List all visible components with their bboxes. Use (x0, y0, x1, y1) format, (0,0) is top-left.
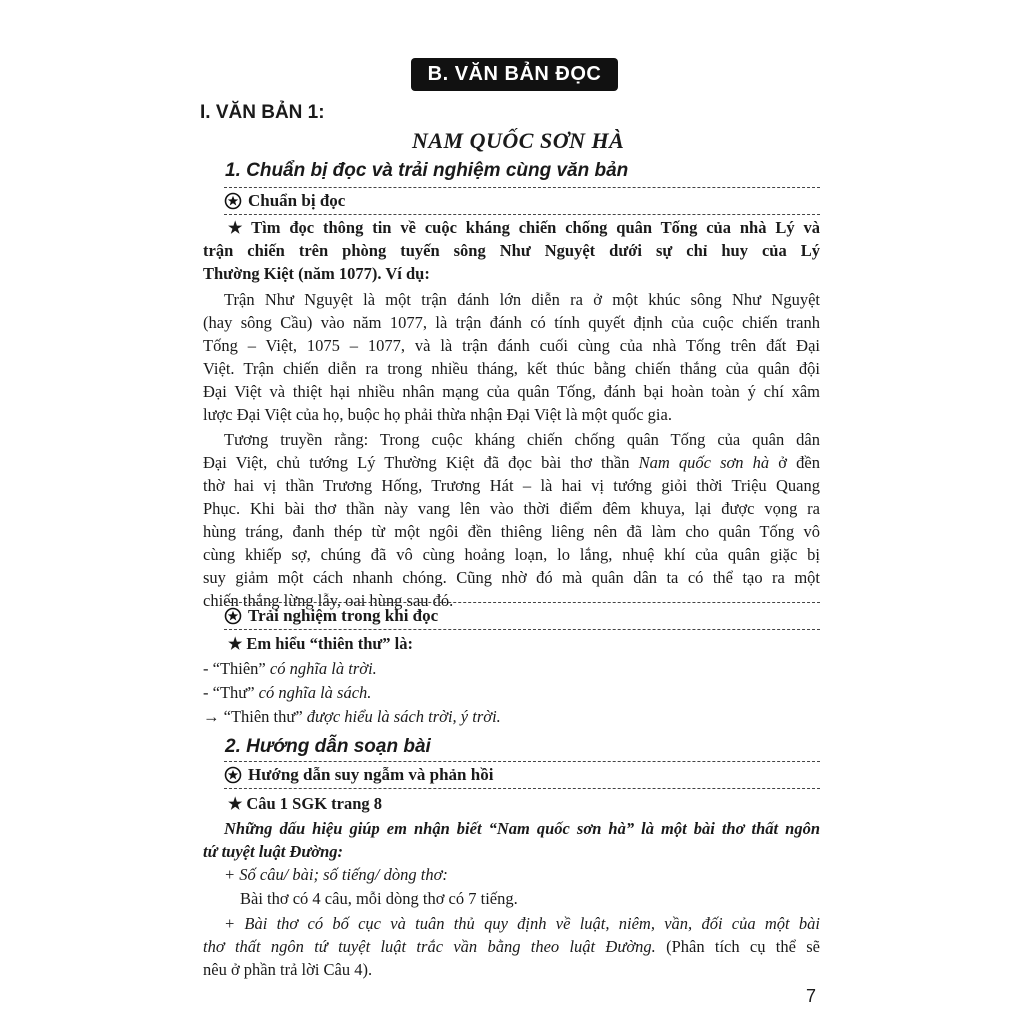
subheading-label: Hướng dẫn suy ngẫm và phản hồi (248, 765, 494, 784)
subheading-label: Trải nghiệm trong khi đọc (248, 606, 439, 625)
definition-line: - “Thư” có nghĩa là sách. (203, 683, 372, 702)
task-line: ★ Tìm đọc thông tin về cuộc kháng chiến chống quân Tống của nhà Lý và (228, 218, 821, 237)
answer-line: thơ thất ngôn tứ tuyệt luật trắc vần bằng theo luật Đường. (Phân tích cụ thể sẽ (203, 937, 821, 956)
circled-star-icon (224, 192, 242, 210)
paragraph-line: chiến thắng lừng lẫy, oai hùng sau đó. (203, 591, 454, 610)
definition-line: → “Thiên thư” được hiểu là sách trời, ý trời. (203, 707, 501, 726)
definition-line: - “Thiên” có nghĩa là trời. (203, 659, 377, 678)
paragraph-line: Đại Việt, chủ tướng Lý Thường Kiệt đã đọc bài thơ thần Nam quốc sơn hà ở đền (203, 453, 820, 472)
paragraph-line: Việt. Trận chiến diễn ra trong nhiều tháng, kết thúc bằng chiến thắng của quân đội (203, 359, 820, 378)
black-star-icon: ★ (228, 220, 248, 237)
subheading-reflection-guide (224, 761, 820, 789)
question-line: tứ tuyệt luật Đường: (203, 842, 344, 861)
subheading-prepare-reading (224, 187, 820, 215)
task-line: ★ Câu 1 SGK trang 8 (228, 794, 383, 813)
poem-title-inline: Nam quốc sơn hà (638, 453, 770, 472)
answer-line: nêu ở phần trả lời Câu 4). (203, 960, 373, 979)
task-line: Thường Kiệt (năm 1077). Ví dụ: (203, 264, 430, 283)
paragraph-line: Tống – Việt, 1075 – 1077, và là trận đánh cuối cùng của nhà Tống trên đất Đại (203, 336, 820, 355)
answer-point-label: + Số câu/ bài; số tiếng/ dòng thơ: (224, 865, 448, 884)
subheading-experience-while-reading (224, 602, 820, 630)
circled-star-icon (224, 607, 242, 625)
subheading-label: Chuẩn bị đọc (248, 191, 346, 210)
heading-lesson-guide: 2. Hướng dẫn soạn bài (225, 736, 431, 757)
task-line: ★ Em hiểu “thiên thư” là: (228, 634, 414, 653)
answer-line: Bài thơ có 4 câu, mỗi dòng thơ có 7 tiếng. (240, 889, 518, 908)
paragraph-line: cùng khiếp sợ, chúng đã vô cùng hoảng loạn, lo lắng, nhuệ khí của quân giặc bị (203, 545, 820, 564)
page-number: 7 (806, 986, 817, 1006)
answer-line: + Bài thơ có bố cục và tuân thủ quy định về luật, niêm, vần, đối của một bài (224, 914, 820, 933)
section-badge: B. VĂN BẢN ĐỌC (411, 58, 618, 91)
question-line: Những dấu hiệu giúp em nhận biết “Nam quốc sơn hà” là một bài thơ thất ngôn (224, 819, 820, 838)
task-line: trận chiến trên phòng tuyến sông Như Nguyệt dưới sự chỉ huy của Lý (203, 241, 820, 260)
paragraph-line: (hay sông Cầu) vào năm 1077, là trận đánh có tính quyết định của cuộc chiến tranh (203, 313, 820, 332)
poem-title: NAM QUỐC SƠN HÀ (412, 128, 625, 153)
circled-star-icon (224, 766, 242, 784)
paragraph-line: thờ hai vị thần Trương Hống, Trương Hát – là hai vị tướng giỏi thời Triệu Quang (203, 476, 820, 495)
black-star-icon: ★ (228, 636, 243, 653)
paragraph-line: Tương truyền rằng: Trong cuộc kháng chiến chống quân Tống của quân dân (224, 430, 820, 449)
paragraph-line: Phục. Khi bài thơ thần này vang lên vào thời điểm đêm khuya, lại được vọng ra (203, 499, 820, 518)
paragraph-line: suy giảm một cách nhanh chóng. Cũng nhờ đó mà quân dân ta có thể tạo ra một (203, 568, 820, 587)
black-star-icon: ★ (228, 796, 243, 813)
paragraph-line: hùng tráng, đanh thép từ một ngôi đền thiêng liêng nên đã làm cho quân Tống vô (203, 522, 820, 541)
heading-prepare-and-experience: 1. Chuẩn bị đọc và trải nghiệm cùng văn bản (225, 160, 629, 181)
paragraph-line: lược Đại Việt của họ, buộc họ phải thừa nhận Đại Việt là một quốc gia. (203, 405, 672, 424)
paragraph-line: Trận Như Nguyệt là một trận đánh lớn diễn ra ở một khúc sông Như Nguyệt (224, 290, 820, 309)
paragraph-line: Đại Việt và thiệt hại nhiều nhân mạng của quân Tống, đánh bại hoàn toàn ý chí xâm (203, 382, 820, 401)
part-title: I. VĂN BẢN 1: (200, 102, 325, 123)
